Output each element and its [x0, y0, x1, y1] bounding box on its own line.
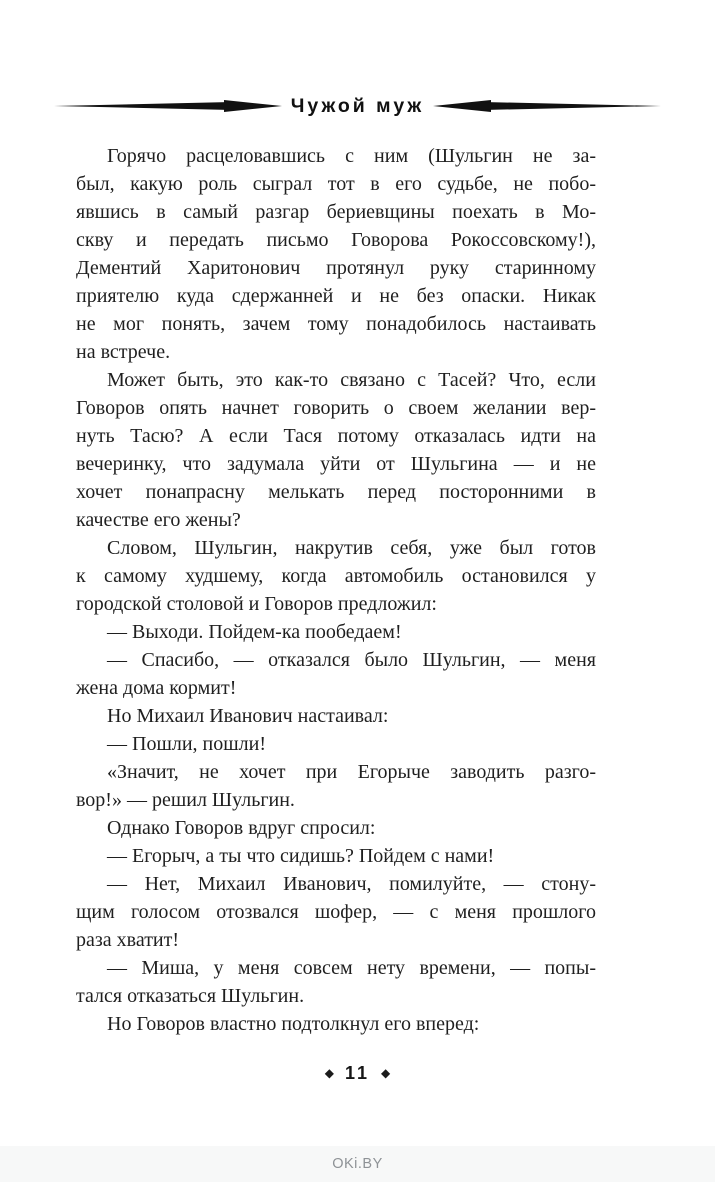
text-line: не мог понять, зачем тому понадобилось настаивать — [76, 313, 596, 335]
text-line: был, какую роль сыграл тот в его судьбе, не побо- — [76, 173, 596, 195]
text-line: на встрече. — [76, 341, 171, 363]
text-line: Говоров опять начнет говорить о своем желании вер- — [76, 397, 596, 419]
right-tapered-rule-icon — [433, 99, 661, 113]
paragraph — [76, 870, 596, 954]
chapter-title: Чужой муж — [290, 94, 425, 117]
text-line: приятелю куда сдержанней и не без опаски. Никак — [76, 285, 596, 307]
paragraph — [76, 702, 596, 730]
paragraph — [76, 1010, 596, 1038]
text-block — [76, 142, 596, 1038]
text-line: Горячо расцеловавшись с ним (Шульгин не за- — [107, 145, 596, 167]
text-line: — Егорыч, а ты что сидишь? Пойдем с нами! — [107, 845, 495, 867]
paragraph — [76, 730, 596, 758]
page-number: 11 — [344, 1062, 371, 1083]
text-line: нуть Тасю? А если Тася потому отказалась идти на — [76, 425, 596, 447]
text-line: Словом, Шульгин, накрутив себя, уже был готов — [107, 537, 596, 559]
paragraph — [76, 814, 596, 842]
text-line: — Спасибо, — отказался было Шульгин, — меня — [107, 649, 596, 671]
text-line: — Выходи. Пойдем-ка пообедаем! — [107, 621, 402, 643]
watermark-label: OKi.BY — [332, 1156, 383, 1172]
text-line: Но Говоров властно подтолкнул его вперед: — [107, 1013, 480, 1035]
text-line: — Пошли, пошли! — [107, 733, 266, 755]
watermark-bar — [0, 1146, 715, 1182]
footer-diamond-right-icon: ◆ — [381, 1066, 391, 1080]
text-line: к самому худшему, когда автомобиль остановился у — [76, 565, 596, 587]
text-line: Может быть, это как-то связано с Тасей? Что, если — [107, 369, 596, 391]
paragraph — [76, 842, 596, 870]
text-line: вор!» — решил Шульгин. — [76, 789, 295, 811]
text-line: — Нет, Михаил Иванович, помилуйте, — стону- — [107, 873, 596, 895]
footer-diamond-left-icon: ◆ — [324, 1066, 334, 1080]
text-line: скву и передать письмо Говорова Рокоссовскому!), — [76, 229, 596, 251]
text-line: хочет понапрасну мелькать перед посторонними в — [76, 481, 596, 503]
text-line: явшись в самый разгар бериевщины поехать в Мо- — [76, 201, 596, 223]
paragraph — [76, 142, 596, 366]
text-line: качестве его жены? — [76, 509, 241, 531]
text-line: щим голосом отозвался шофер, — с меня прошлого — [76, 901, 596, 923]
paragraph — [76, 758, 596, 814]
text-line: городской столовой и Говоров предложил: — [76, 593, 437, 615]
paragraph — [76, 646, 596, 702]
paragraph — [76, 534, 596, 618]
left-tapered-rule-icon — [54, 99, 282, 113]
paragraph — [76, 954, 596, 1010]
text-line: тался отказаться Шульгин. — [76, 985, 305, 1007]
paragraph — [76, 618, 596, 646]
text-line: «Значит, не хочет при Егорыче заводить разго- — [107, 761, 596, 783]
text-line: — Миша, у меня совсем нету времени, — попы- — [107, 957, 596, 979]
text-line: Однако Говоров вдруг спросил: — [107, 817, 376, 839]
chapter-header — [0, 94, 715, 118]
text-line: жена дома кормит! — [76, 677, 237, 699]
page-footer — [0, 1059, 715, 1087]
text-line: вечеринку, что задумала уйти от Шульгина — и не — [76, 453, 596, 475]
text-line: раза хватит! — [76, 929, 180, 951]
text-line: Дементий Харитонович протянул руку старинному — [76, 257, 596, 279]
paragraph — [76, 366, 596, 534]
text-line: Но Михаил Иванович настаивал: — [107, 705, 389, 727]
